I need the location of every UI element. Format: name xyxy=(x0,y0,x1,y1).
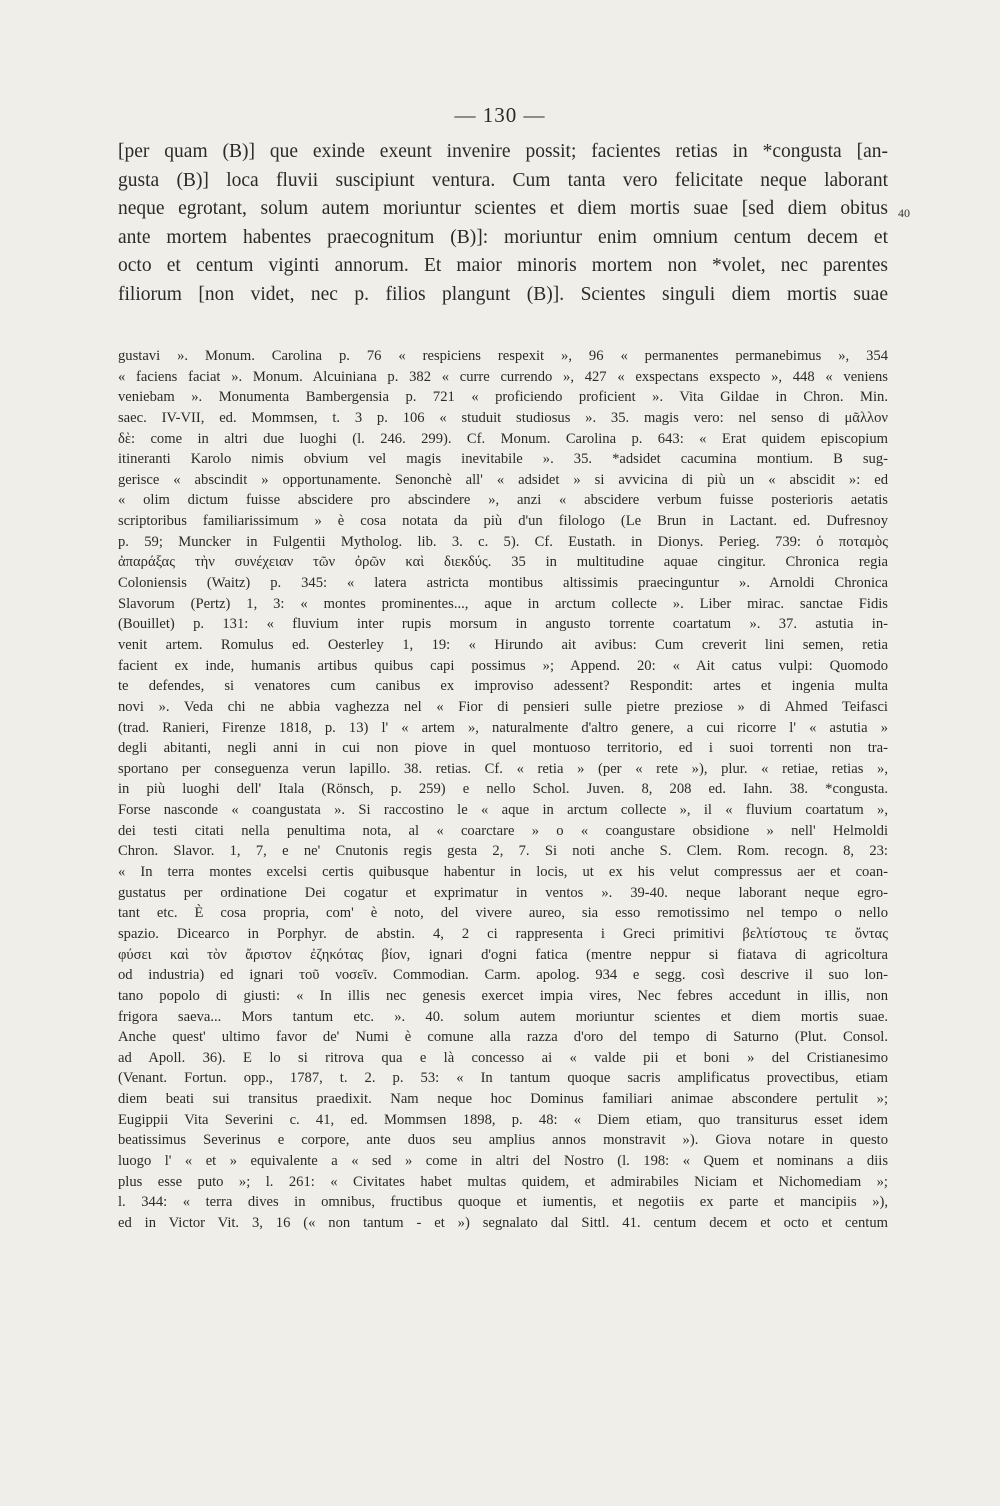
main-text-line: gusta (B)] loca fluvii suscipiunt ventura. Cum tanta vero felicitate neque laborant xyxy=(118,169,888,191)
note-line: (Bouillet) p. 131: « fluvium inter rupis morsum in angusto torrente coartatum ». 37. astutia in- xyxy=(118,616,888,633)
note-line: sportano per conseguenza verun lapillo. 38. retias. Cf. « retia » (per « rete »), plur. « retiae, retias », xyxy=(118,760,888,777)
note-line: (trad. Ranieri, Firenze 1818, p. 13) l' « artem », naturalmente d'altro genere, a cui ricorre l' « astutia » xyxy=(118,719,888,736)
note-line: frigora saeva... Mors tantum etc. ». 40. solum autem moriuntur scientes et diem mortis suae. xyxy=(118,1008,888,1025)
line-number-marker: 40 xyxy=(898,206,910,220)
note-line: ad Apoll. 36). E lo si ritrova qua e là concesso ai « valde pii et boni » del Cristianesimo xyxy=(118,1049,888,1066)
note-line: φύσει καὶ τὸν ἄριστον ἐζηκότας βίον, ignari d'ogni fatica (mentre neppur si fiatava di agricoltura xyxy=(118,946,888,963)
note-line: novi ». Veda chi ne abbia vaghezza nel « Fior di pensieri sulle pietre preziose » di Ahmed Teifasci xyxy=(118,698,888,715)
note-line xyxy=(118,1234,888,1255)
note-line: dei testi citati nella penultima nota, al « coarctare » o « coangustare obsidione » nell' Helmoldi xyxy=(118,822,888,839)
note-line: veniebam ». Monumenta Bambergensia p. 721 « proficiendo proficient ». Vita Gildae in Chron. Min. xyxy=(118,389,888,406)
note-line: in più luoghi dell' Itala (Rönsch, p. 259) e nello Schol. Juven. 8, 208 ed. Iahn. 38. *congusta. xyxy=(118,781,888,798)
note-line: te defendes, si venatores cum canibus ex improviso adessent? Respondit: artes et ingenia multa xyxy=(118,678,888,695)
note-line: Anche quest' ultimo favor de' Numi è comune alla razza d'oro del tempo di Saturno (Plut. Consol. xyxy=(118,1029,888,1046)
note-line: luogo l' « et » equivalente a « sed » come in altri del Nostro (l. 198: « Quem et nominans a diis xyxy=(118,1152,888,1169)
note-line: tant etc. È cosa propria, com' è noto, del vivere aureo, sia esso remotissimo nel tempo o nello xyxy=(118,905,888,922)
note-line: od industria) ed ignari τοῦ νοσεῖν. Commodian. Carm. apolog. 934 e segg. così descrive il suo lon- xyxy=(118,967,888,984)
note-line: gerisce « abscindit » opportunamente. Senonchè all' « adsidet » si avvicina di più un « abscidit »: ed xyxy=(118,471,888,488)
note-line: gustatus per ordinatione Dei cogatur et exprimatur in ventos ». 39-40. neque laborant neque egro- xyxy=(118,884,888,901)
note-line: « faciens faciat ». Monum. Alcuiniana p. 382 « curre currendo », 427 « exspectans exspecto », 448 « veniens xyxy=(118,368,888,385)
note-line: diem beati sui transitus praedixit. Nam neque hoc Dominus familiari animae abscondere pertulit »; xyxy=(118,1091,888,1108)
page-number: — 130 — xyxy=(454,103,546,127)
note-line: Chron. Slavor. 1, 7, e ne' Cnutonis regis gesta 2, 7. Si noti anche S. Clem. Rom. recogn. 8, 23: xyxy=(118,843,888,860)
note-line: gustavi ». Monum. Carolina p. 76 « respiciens respexit », 96 « permanentes permanebimus », 354 xyxy=(118,348,888,364)
note-line: scriptoribus familiarissimum » è cosa notata da più d'un filologo (Le Brun in Lactant. ed. Dufresnoy xyxy=(118,513,888,530)
main-text-line: ante mortem habentes praecognitum (B)]: moriuntur enim omnium centum decem et xyxy=(118,226,888,248)
note-line: Coloniensis (Waitz) p. 345: « latera astricta montibus altissimis praecinguntur ». Arnoldi Chronica xyxy=(118,575,888,592)
note-line: itineranti Karolo nimis obvium vel magis inevitabile ». 35. *adsidet cacumina montium. B sug- xyxy=(118,451,888,468)
note-line: facient ex inde, humanis artibus quibus capi possimus »; Append. 20: « Ait catus vulpi: Quomodo xyxy=(118,657,888,674)
note-line: « In terra montes excelsi certis quibusque habentur in locis, ut ex his velut compressus aer et coan- xyxy=(118,864,888,881)
note-line: Eugippii Vita Severini c. 41, ed. Mommsen 1898, p. 48: « Diem etiam, quo transiturus esset idem xyxy=(118,1111,888,1128)
note-line: venit artem. Romulus ed. Oesterley 1, 19: « Hirundo ait avibus: Cum creverit lini semen, retia xyxy=(118,636,888,653)
main-text-line: filiorum [non videt, nec p. filios plangunt (B)]. Scientes singuli diem mortis suae xyxy=(118,283,888,305)
note-line: ed in Victor Vit. 3, 16 (« non tantum - et ») segnalato dal Sittl. 41. centum decem et octo et centum xyxy=(118,1214,888,1231)
main-text-line: octo et centum viginti annorum. Et maior minoris mortem non *volet, nec parentes xyxy=(118,255,888,277)
note-line: p. 59; Muncker in Fulgentii Mytholog. lib. 3. c. 5). Cf. Eustath. in Dionys. Perieg. 739: ὁ ποταμὸς xyxy=(118,533,888,550)
footnotes xyxy=(118,346,888,1254)
note-line: (Venant. Fortun. opp., 1787, t. 2. p. 53: « In tantum quoque sacris amplificatus provectibus, etiam xyxy=(118,1070,888,1087)
note-line: l. 344: « terra dives in omnibus, fructibus quoque et iumentis, et negotiis ex parte et mancipiis »), xyxy=(118,1194,888,1211)
note-line: beatissimus Severinus e corpore, ante duos seu amplius annos monstravit »). Giova notare in questo xyxy=(118,1132,888,1149)
note-line: plus esse puto »; l. 261: « Civitates habet multas quidem, et admirabiles Niciam et Nichomediam »; xyxy=(118,1173,888,1190)
main-text-line: neque egrotant, solum autem moriuntur scientes et diem mortis suae [sed diem obitus xyxy=(118,198,888,220)
note-line: Slavorum (Pertz) 1, 3: « montes prominentes..., aque in arctum collecte ». Liber mirac. sanctae Fidis xyxy=(118,595,888,612)
note-line: saec. IV-VII, ed. Mommsen, t. 3 p. 106 « studuit studiosus ». 35. magis vero: nel senso di μᾶλλον xyxy=(118,409,888,426)
main-text-line: [per quam (B)] que exinde exeunt invenire possit; facientes retias in *congusta [an- xyxy=(118,141,888,162)
main-text xyxy=(118,138,888,310)
note-line: Forse nasconde « coangustata ». Si raccostino le « aque in arctum collecte », il « fluvium coartatum », xyxy=(118,802,888,819)
note-line: δὲ: come in altri due luoghi (l. 246. 299). Cf. Monum. Carolina p. 643: « Erat quidem episcopium xyxy=(118,430,888,447)
note-line: « olim dictum fuisse abscidere pro abscindere », anzi « abscidere verbum fuisse posterioris aetatis xyxy=(118,492,888,509)
note-line: degli abitanti, negli anni in cui non piove in quel montuoso territorio, ed i suoi torrenti non tra- xyxy=(118,740,888,757)
note-line: spazio. Dicearco in Porphyr. de abstin. 4, 2 ci rappresenta i Greci primitivi βελτίστους τε ὄντας xyxy=(118,925,888,942)
note-line: ἀπαράξας τὴν συνέχειαν τῶν ὀρῶν καὶ διεκδύς. 35 in multitudine aquae cingitur. Chronica regia xyxy=(118,554,888,571)
note-line: tano popolo di giusti: « In illis nec genesis exercet impia vires, Nec febres accedunt in illis, non xyxy=(118,987,888,1004)
